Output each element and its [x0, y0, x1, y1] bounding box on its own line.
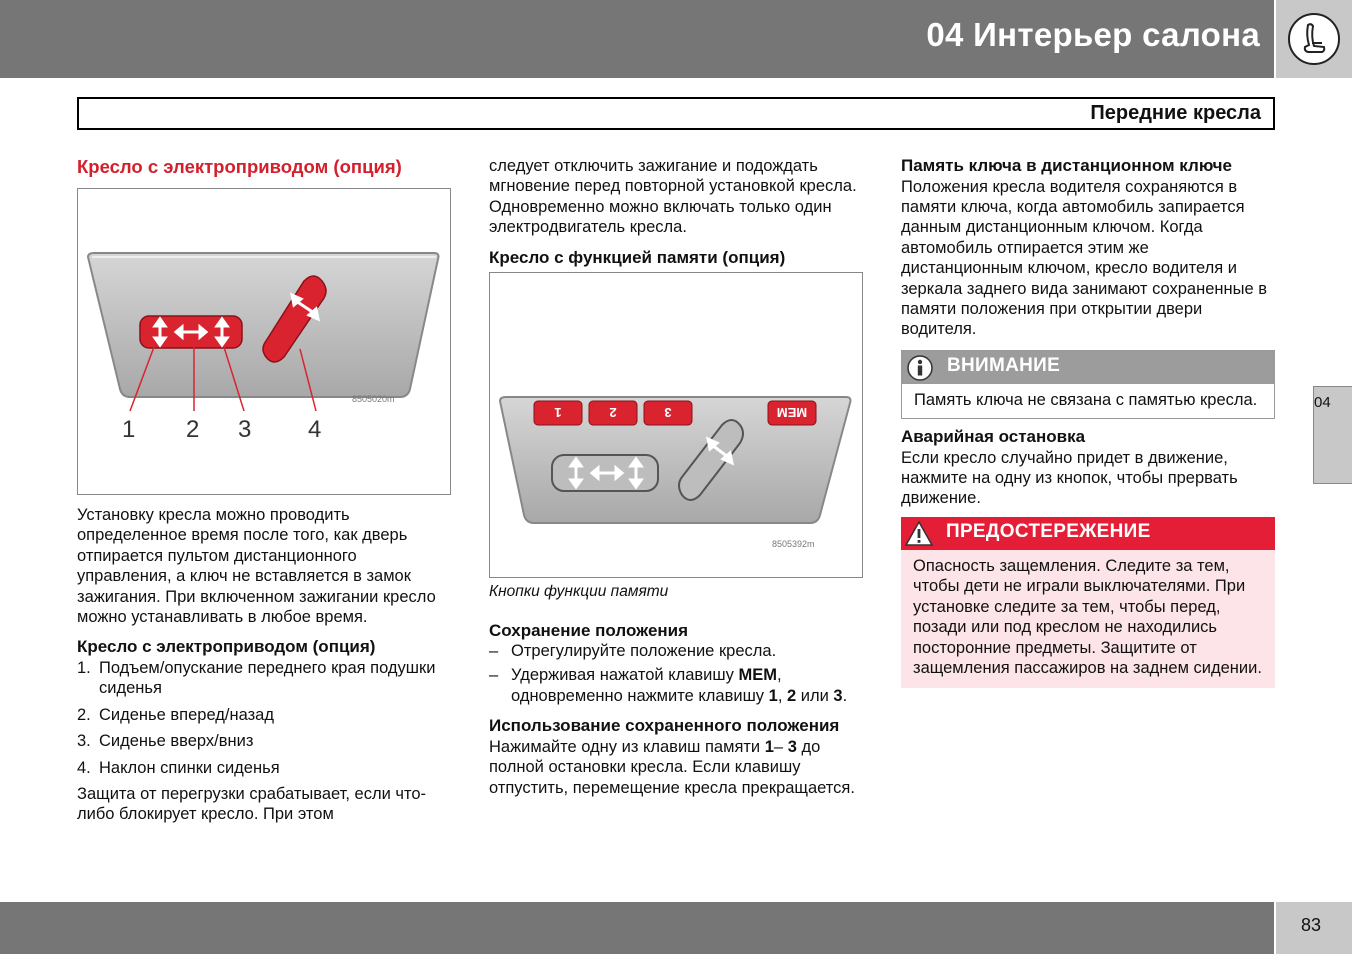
figure-caption: Кнопки функции памяти	[489, 583, 669, 601]
info-icon	[905, 353, 935, 383]
section-title-box	[77, 97, 1275, 130]
column-3	[901, 156, 1275, 688]
label-2: 2	[186, 416, 200, 443]
emergency-stop-text: Если кресло случайно придет в движение, нажмите на одну из кнопок, чтобы прервать движение.	[901, 448, 1238, 508]
subheading-power-seat: Кресло с электроприводом (опция)	[77, 637, 376, 657]
list-item: 4. Наклон спинки сиденья	[77, 758, 280, 777]
page-number-box	[1276, 902, 1352, 954]
list-item: 3. Сиденье вверх/вниз	[77, 732, 254, 751]
key-memory-text: Положения кресла водителя сохраняются в памяти ключа, когда автомобиль запирается данным дистанционным ключом. Когда автомобиль отпирается этим же дистанционным ключом, кресло водителя и зеркала заднего вида занимают сохраненные в памяти положения при открытии двери водителя.	[901, 177, 1267, 339]
note-label: ВНИМАНИЕ	[947, 354, 1061, 376]
chapter-tab-label: 04	[1314, 394, 1331, 411]
list-item: – Отрегулируйте положение кресла.	[489, 642, 777, 661]
intro-text: Установку кресла можно проводить определенное время после того, как дверь отпирается пультом дистанционного управления, а ключ не вставляется в замок зажигания. При включенном зажигании кресло можно устанавливать в любое время.	[77, 506, 436, 627]
heading-power-seat: Кресло с электроприводом (опция)	[77, 156, 402, 177]
memory-buttons-figure	[489, 272, 863, 578]
heading-emergency-stop: Аварийная остановка	[901, 427, 1086, 447]
memory-buttons-illustration	[490, 273, 862, 577]
label-4: 4	[308, 416, 322, 443]
list-item: – Удерживая нажатой клавишу MEM, одновременно нажмите клавишу 1, 2 или 3.	[489, 666, 848, 705]
heading-save-position: Сохранение положения	[489, 620, 689, 640]
memory-button-2: 2	[609, 405, 617, 421]
chapter-icon-box	[1276, 0, 1352, 78]
memory-button-3: 3	[664, 405, 672, 421]
list-item: 2. Сиденье вперед/назад	[77, 705, 274, 724]
note-text: Память ключа не связана с памятью кресла.	[914, 390, 1258, 409]
warning-label: ПРЕДОСТЕРЕЖЕНИЕ	[946, 520, 1151, 542]
note-box	[901, 350, 1275, 419]
label-3: 3	[238, 416, 252, 443]
list-item: 1. Подъем/опускание переднего края подушки сиденья	[77, 658, 436, 698]
mem-button: MEM	[776, 405, 808, 421]
continued-text: следует отключить зажигание и подождать мгновение перед повторной установкой кресла. Одновременно можно включать только один электродвигатель кресла.	[489, 157, 857, 237]
seat-icon	[1288, 13, 1340, 65]
power-seat-illustration	[78, 189, 450, 494]
overload-text: Защита от перегрузки срабатывает, если что-либо блокирует кресло. При этом	[77, 784, 427, 824]
header-bar	[0, 0, 1274, 78]
figure-code: 8505020m	[352, 394, 395, 404]
heading-key-memory: Память ключа в дистанционном ключе	[901, 156, 1233, 175]
page-number: 83	[1301, 915, 1322, 935]
use-position-text: Нажимайте одну из клавиш памяти 1– 3 до полной остановки кресла. Если клавишу отпустить, перемещение кресла прекращается.	[489, 737, 855, 797]
heading-memory-seat: Кресло с функцией памяти (опция)	[489, 247, 786, 267]
label-1: 1	[122, 416, 136, 443]
chapter-title: 04 Интерьер салона	[926, 16, 1260, 53]
warning-box	[901, 517, 1275, 688]
chapter-tab	[1313, 386, 1352, 484]
column-1	[77, 156, 451, 825]
section-title: Передние кресла	[1090, 102, 1261, 124]
power-seat-figure	[77, 188, 451, 495]
warning-triangle-icon	[904, 519, 934, 549]
figure-code: 8505392m	[772, 539, 815, 550]
heading-use-position: Использование сохраненного положения	[489, 716, 840, 736]
memory-button-1: 1	[554, 405, 562, 421]
warning-text: Опасность защемления. Следите за тем, чтобы дети не играли выключателями. При установке следите за тем, чтобы перед, позади или под креслом не находились посторонние предметы. Защитите от защемления пассажиров на заднем сидении.	[913, 556, 1262, 677]
footer-bar	[0, 902, 1274, 954]
column-2	[489, 156, 863, 798]
save-steps	[489, 641, 863, 706]
function-list	[77, 658, 451, 778]
